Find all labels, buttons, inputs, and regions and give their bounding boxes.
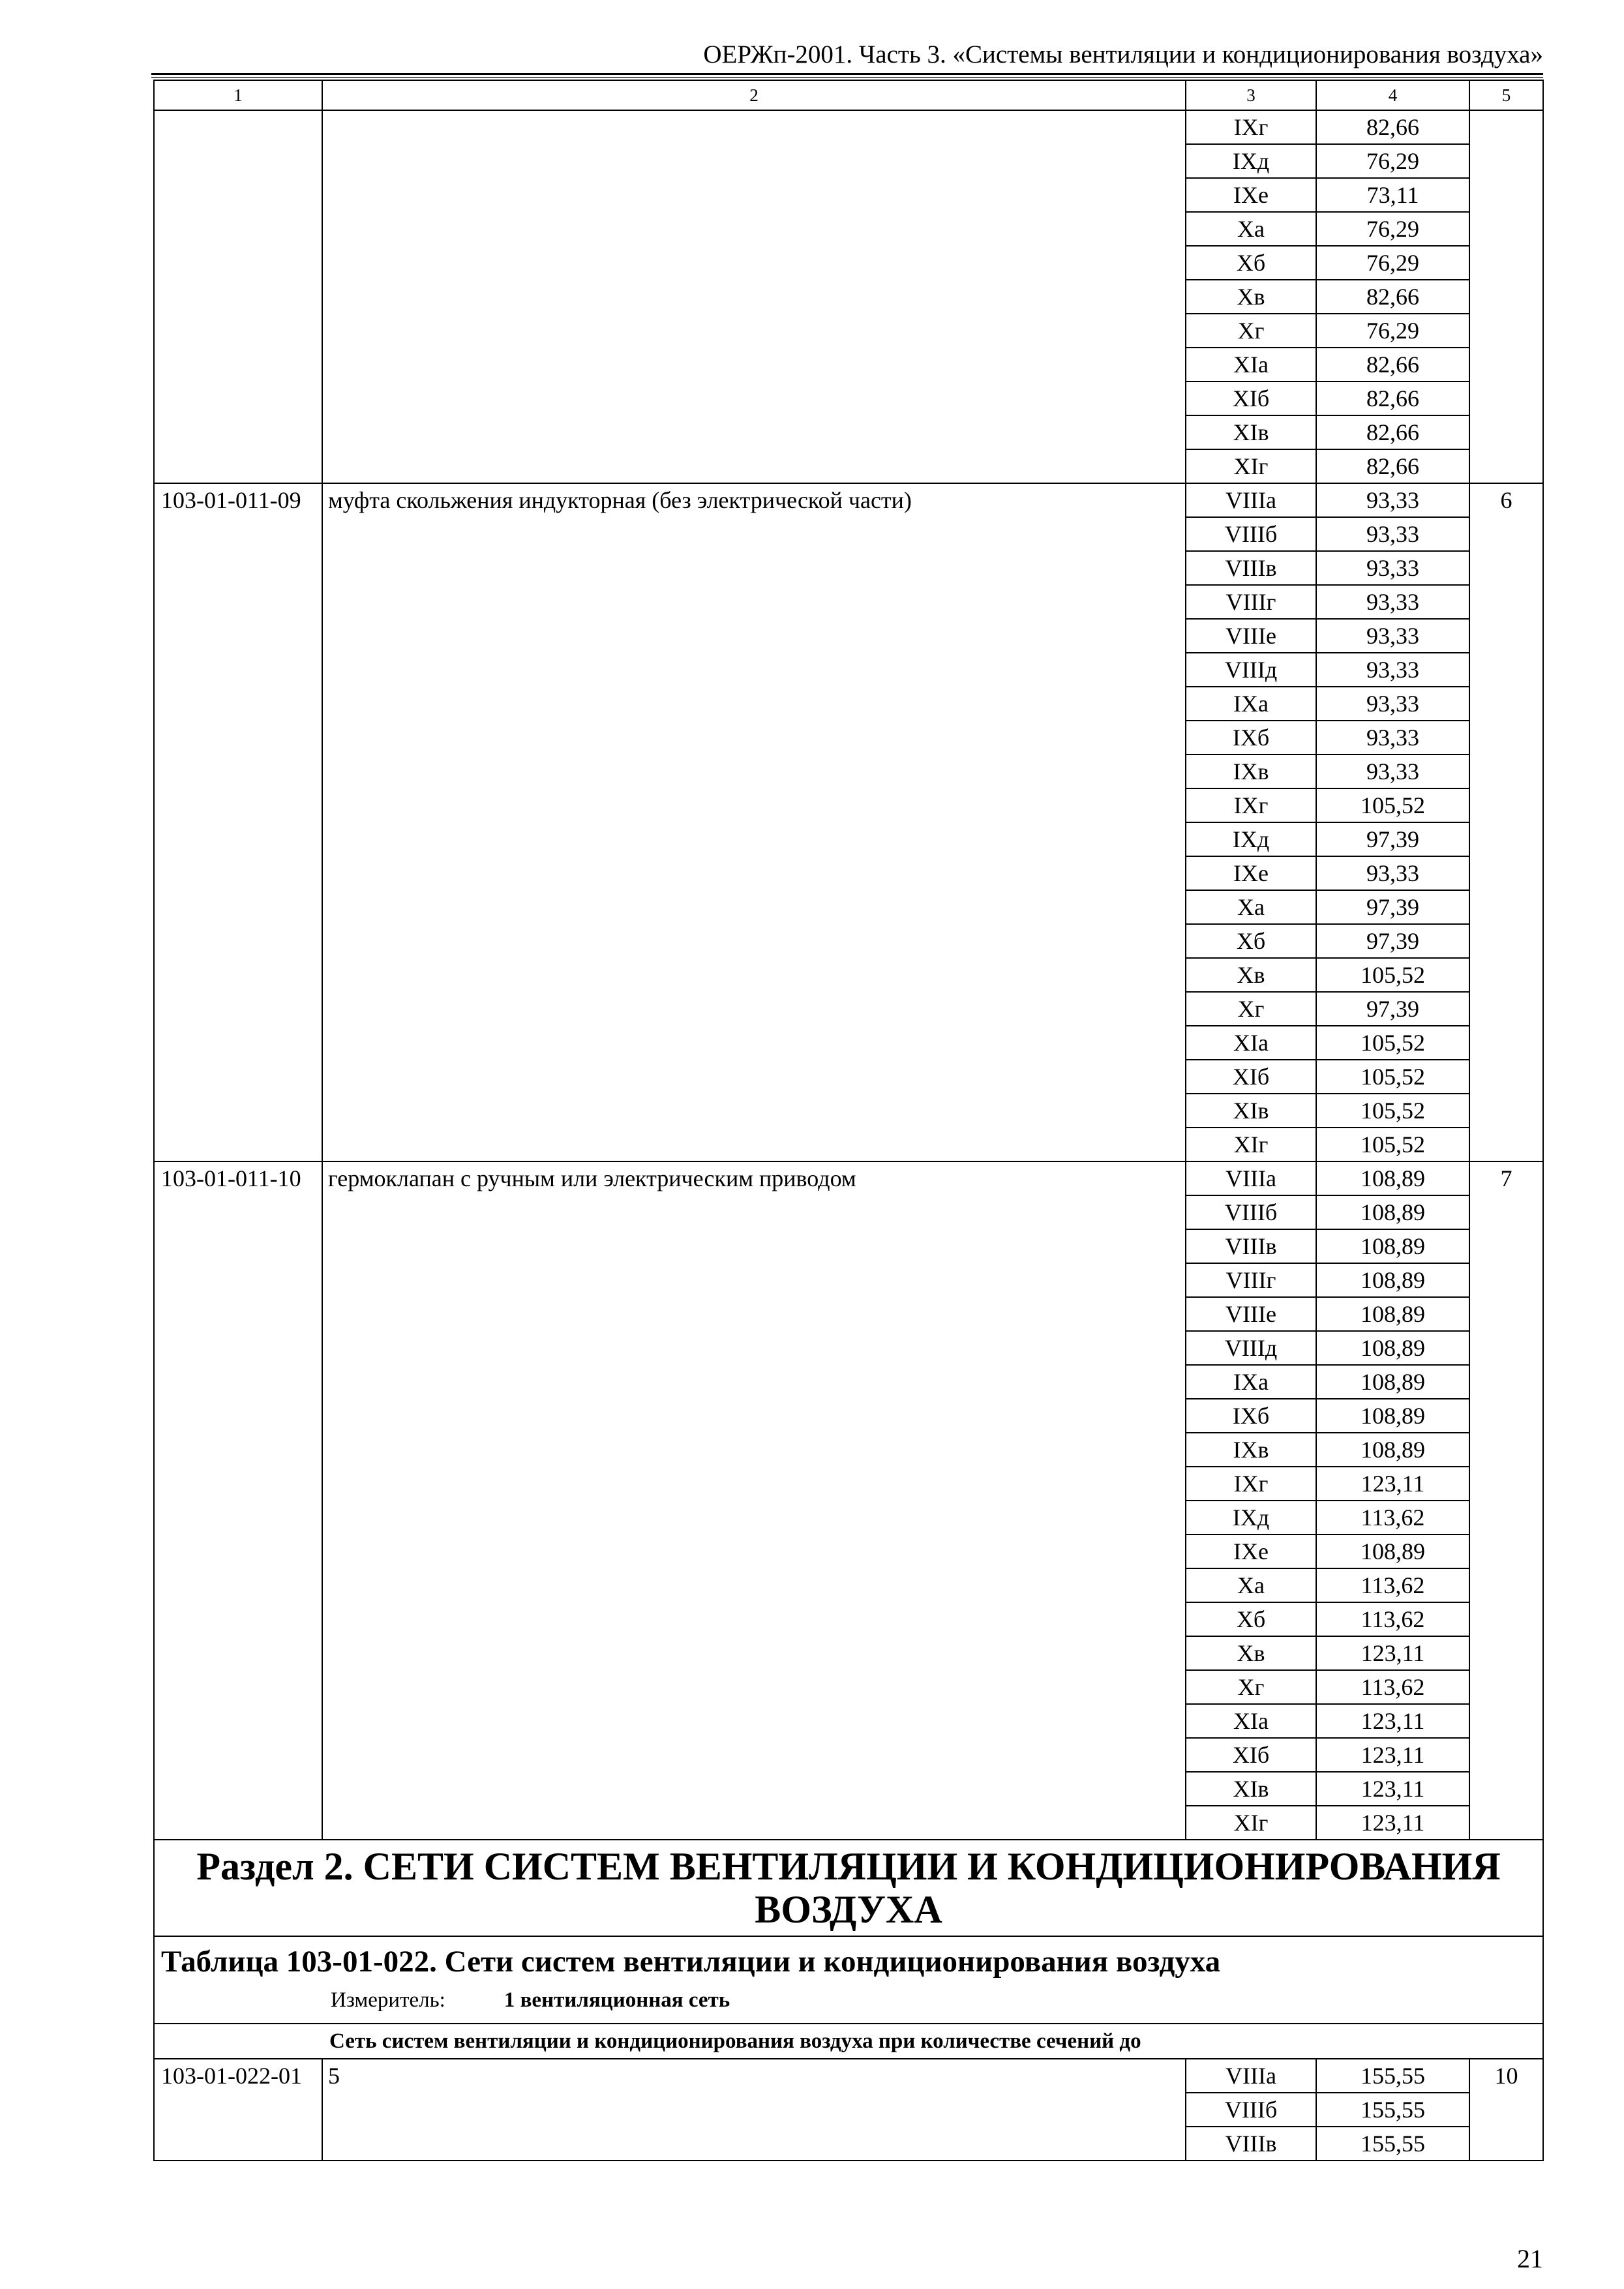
table-row bbox=[154, 1161, 1543, 1195]
column-number: 2 bbox=[322, 80, 1186, 110]
value-cell: 82,66 bbox=[1316, 348, 1469, 382]
zone-cell: VIIIб bbox=[1186, 2093, 1316, 2127]
table-subtitle: Сеть систем вентиляции и кондиционирования воздуха при количестве сечений до bbox=[154, 2024, 1543, 2059]
value-cell: 123,11 bbox=[1316, 1636, 1469, 1670]
zone-cell: IXв bbox=[1186, 755, 1316, 788]
zone-cell: Xв bbox=[1186, 280, 1316, 314]
section-heading-line1: Раздел 2. СЕТИ СИСТЕМ ВЕНТИЛЯЦИИ И КОНДИЦИОНИРОВАНИЯ bbox=[196, 1845, 1501, 1888]
table-title-cell bbox=[154, 1936, 1543, 2024]
zone-cell: IXе bbox=[1186, 856, 1316, 890]
value-cell: 93,33 bbox=[1316, 687, 1469, 721]
subtitle-row bbox=[154, 2024, 1543, 2059]
zone-cell: VIIIа bbox=[1186, 2059, 1316, 2093]
value-cell: 97,39 bbox=[1316, 890, 1469, 924]
section-heading-line2: ВОЗДУХА bbox=[755, 1888, 942, 1931]
zone-cell: IXв bbox=[1186, 1433, 1316, 1467]
zone-cell: VIIIд bbox=[1186, 1331, 1316, 1365]
rate-code bbox=[154, 110, 322, 483]
value-cell: 105,52 bbox=[1316, 1128, 1469, 1161]
zone-cell: XIа bbox=[1186, 1704, 1316, 1738]
value-cell: 97,39 bbox=[1316, 822, 1469, 856]
value-cell: 93,33 bbox=[1316, 856, 1469, 890]
value-cell: 123,11 bbox=[1316, 1806, 1469, 1840]
value-cell: 108,89 bbox=[1316, 1195, 1469, 1229]
zone-cell: VIIIб bbox=[1186, 517, 1316, 551]
zone-cell: Xг bbox=[1186, 992, 1316, 1026]
zone-cell: XIа bbox=[1186, 1026, 1316, 1060]
col5-cell: 6 bbox=[1469, 483, 1543, 1161]
value-cell: 108,89 bbox=[1316, 1365, 1469, 1399]
value-cell: 97,39 bbox=[1316, 992, 1469, 1026]
measure-value: 1 вентиляционная сеть bbox=[504, 1988, 730, 2012]
zone-cell: XIг bbox=[1186, 1128, 1316, 1161]
page-number: 21 bbox=[1517, 2244, 1543, 2273]
value-cell: 113,62 bbox=[1316, 1670, 1469, 1704]
value-cell: 93,33 bbox=[1316, 483, 1469, 517]
value-cell: 123,11 bbox=[1316, 1772, 1469, 1806]
zone-cell: VIIIв bbox=[1186, 551, 1316, 585]
section-heading bbox=[154, 1840, 1543, 1936]
zone-cell: Xа bbox=[1186, 1568, 1316, 1602]
zone-cell: XIб bbox=[1186, 382, 1316, 415]
zone-cell: Xг bbox=[1186, 1670, 1316, 1704]
zone-cell: Xг bbox=[1186, 314, 1316, 348]
value-cell: 113,62 bbox=[1316, 1501, 1469, 1534]
col5-cell: 10 bbox=[1469, 2059, 1543, 2161]
zone-cell: XIв bbox=[1186, 1772, 1316, 1806]
value-cell: 155,55 bbox=[1316, 2059, 1469, 2093]
zone-cell: VIIIе bbox=[1186, 1297, 1316, 1331]
value-cell: 82,66 bbox=[1316, 415, 1469, 449]
zone-cell: IXа bbox=[1186, 687, 1316, 721]
header-rule-thin bbox=[151, 77, 1543, 78]
value-cell: 108,89 bbox=[1316, 1229, 1469, 1263]
zone-cell: Xв bbox=[1186, 1636, 1316, 1670]
rate-name: гермоклапан с ручным или электрическим приводом bbox=[322, 1161, 1186, 1840]
table-row bbox=[154, 2059, 1543, 2093]
zone-cell: XIг bbox=[1186, 1806, 1316, 1840]
zone-cell: VIIIа bbox=[1186, 483, 1316, 517]
rate-name: 5 bbox=[322, 2059, 1186, 2161]
value-cell: 108,89 bbox=[1316, 1534, 1469, 1568]
zone-cell: IXг bbox=[1186, 1467, 1316, 1501]
zone-cell: IXа bbox=[1186, 1365, 1316, 1399]
zone-cell: IXб bbox=[1186, 721, 1316, 755]
zone-cell: Xб bbox=[1186, 246, 1316, 280]
zone-cell: XIа bbox=[1186, 348, 1316, 382]
value-cell: 93,33 bbox=[1316, 551, 1469, 585]
section-row bbox=[154, 1840, 1543, 1936]
rate-code: 103-01-011-10 bbox=[154, 1161, 322, 1840]
zone-cell: VIIIе bbox=[1186, 619, 1316, 653]
value-cell: 82,66 bbox=[1316, 280, 1469, 314]
column-number: 4 bbox=[1316, 80, 1469, 110]
value-cell: 108,89 bbox=[1316, 1161, 1469, 1195]
zone-cell: XIв bbox=[1186, 1094, 1316, 1128]
table-row bbox=[154, 483, 1543, 517]
zone-cell: XIб bbox=[1186, 1060, 1316, 1094]
zone-cell: VIIIв bbox=[1186, 2127, 1316, 2161]
zone-cell: XIб bbox=[1186, 1738, 1316, 1772]
header-rule bbox=[151, 73, 1543, 75]
column-number: 5 bbox=[1469, 80, 1543, 110]
zone-cell: XIг bbox=[1186, 449, 1316, 483]
rate-code: 103-01-022-01 bbox=[154, 2059, 322, 2161]
zone-cell: IXг bbox=[1186, 110, 1316, 144]
value-cell: 155,55 bbox=[1316, 2127, 1469, 2161]
value-cell: 82,66 bbox=[1316, 110, 1469, 144]
column-number: 3 bbox=[1186, 80, 1316, 110]
value-cell: 105,52 bbox=[1316, 958, 1469, 992]
rate-name bbox=[322, 110, 1186, 483]
value-cell: 76,29 bbox=[1316, 314, 1469, 348]
value-cell: 76,29 bbox=[1316, 144, 1469, 178]
zone-cell: IXе bbox=[1186, 1534, 1316, 1568]
zone-cell: IXд bbox=[1186, 1501, 1316, 1534]
zone-cell: VIIIа bbox=[1186, 1161, 1316, 1195]
zone-cell: Xа bbox=[1186, 890, 1316, 924]
value-cell: 105,52 bbox=[1316, 1060, 1469, 1094]
zone-cell: IXе bbox=[1186, 178, 1316, 212]
col5-cell: 7 bbox=[1469, 1161, 1543, 1840]
value-cell: 108,89 bbox=[1316, 1263, 1469, 1297]
zone-cell: XIв bbox=[1186, 415, 1316, 449]
rate-name: муфта скольжения индукторная (без электрической части) bbox=[322, 483, 1186, 1161]
value-cell: 108,89 bbox=[1316, 1433, 1469, 1467]
zone-cell: VIIIв bbox=[1186, 1229, 1316, 1263]
zone-cell: IXб bbox=[1186, 1399, 1316, 1433]
value-cell: 105,52 bbox=[1316, 1094, 1469, 1128]
value-cell: 93,33 bbox=[1316, 585, 1469, 619]
zone-cell: VIIIг bbox=[1186, 585, 1316, 619]
zone-cell: IXд bbox=[1186, 822, 1316, 856]
rates-table bbox=[153, 80, 1544, 2161]
value-cell: 93,33 bbox=[1316, 653, 1469, 687]
table-row bbox=[154, 110, 1543, 144]
column-number: 1 bbox=[154, 80, 322, 110]
value-cell: 108,89 bbox=[1316, 1331, 1469, 1365]
value-cell: 108,89 bbox=[1316, 1297, 1469, 1331]
zone-cell: Xв bbox=[1186, 958, 1316, 992]
zone-cell: IXд bbox=[1186, 144, 1316, 178]
value-cell: 76,29 bbox=[1316, 212, 1469, 246]
value-cell: 108,89 bbox=[1316, 1399, 1469, 1433]
rates-table-body bbox=[154, 80, 1543, 2161]
zone-cell: VIIIб bbox=[1186, 1195, 1316, 1229]
column-number-row bbox=[154, 80, 1543, 110]
table-title-row bbox=[154, 1936, 1543, 2024]
value-cell: 76,29 bbox=[1316, 246, 1469, 280]
value-cell: 93,33 bbox=[1316, 755, 1469, 788]
zone-cell: VIIIг bbox=[1186, 1263, 1316, 1297]
value-cell: 105,52 bbox=[1316, 1026, 1469, 1060]
value-cell: 155,55 bbox=[1316, 2093, 1469, 2127]
value-cell: 93,33 bbox=[1316, 619, 1469, 653]
value-cell: 97,39 bbox=[1316, 924, 1469, 958]
zone-cell: Xа bbox=[1186, 212, 1316, 246]
value-cell: 123,11 bbox=[1316, 1738, 1469, 1772]
value-cell: 105,52 bbox=[1316, 788, 1469, 822]
measure-label: Измеритель: bbox=[331, 1988, 445, 2012]
zone-cell: IXг bbox=[1186, 788, 1316, 822]
value-cell: 123,11 bbox=[1316, 1704, 1469, 1738]
value-cell: 93,33 bbox=[1316, 721, 1469, 755]
value-cell: 82,66 bbox=[1316, 449, 1469, 483]
zone-cell: Xб bbox=[1186, 1602, 1316, 1636]
value-cell: 82,66 bbox=[1316, 382, 1469, 415]
table-title: Таблица 103-01-022. Сети систем вентиляции и кондиционирования воздуха bbox=[161, 1945, 1221, 1979]
value-cell: 113,62 bbox=[1316, 1602, 1469, 1636]
page-header: ОЕРЖп-2001. Часть 3. «Системы вентиляции и кондиционирования воздуха» bbox=[703, 40, 1543, 68]
value-cell: 123,11 bbox=[1316, 1467, 1469, 1501]
measure-line bbox=[161, 1985, 1542, 2015]
value-cell: 93,33 bbox=[1316, 517, 1469, 551]
value-cell: 73,11 bbox=[1316, 178, 1469, 212]
zone-cell: VIIIд bbox=[1186, 653, 1316, 687]
col5-cell bbox=[1469, 110, 1543, 483]
value-cell: 113,62 bbox=[1316, 1568, 1469, 1602]
rate-code: 103-01-011-09 bbox=[154, 483, 322, 1161]
zone-cell: Xб bbox=[1186, 924, 1316, 958]
